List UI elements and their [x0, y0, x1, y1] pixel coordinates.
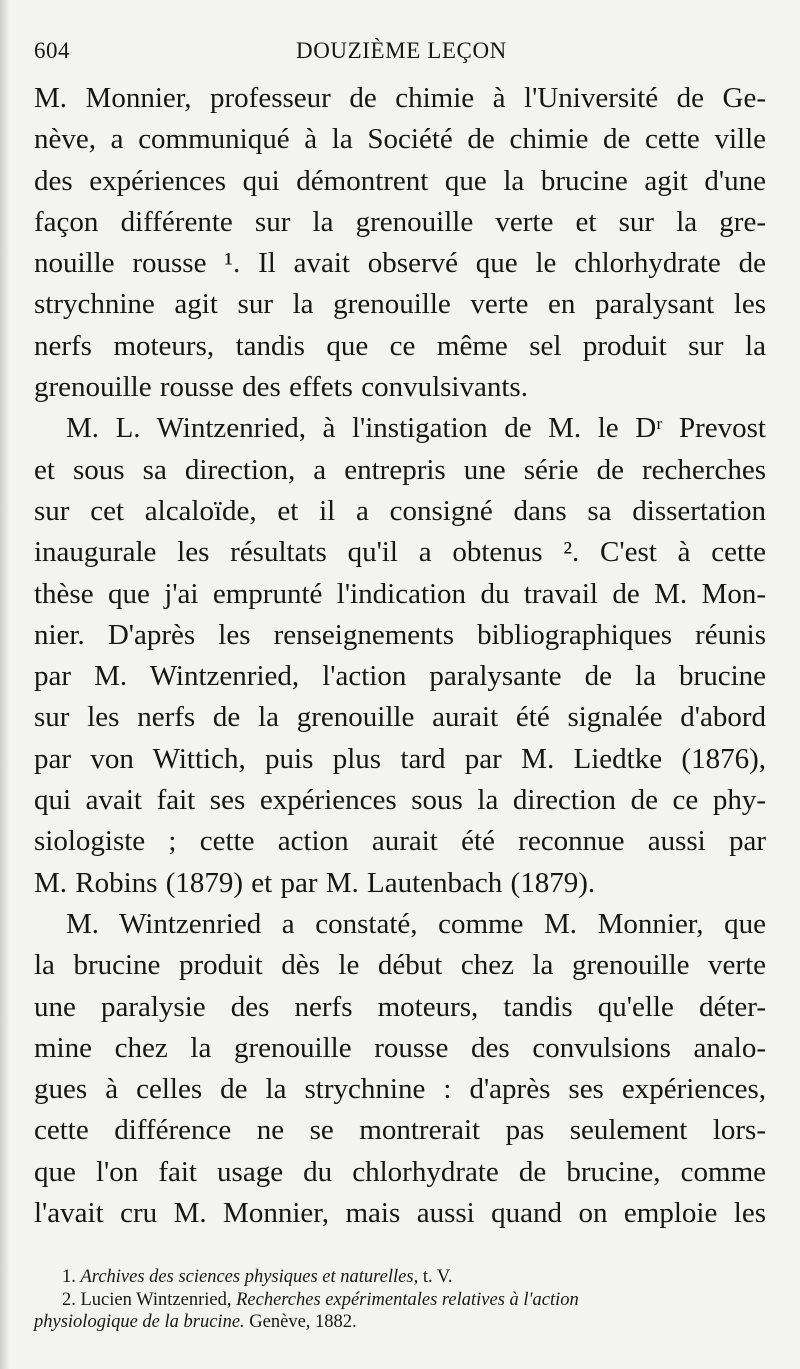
footnote-title: Archives des sciences physiques et naturelles,	[80, 1267, 419, 1287]
text-line: gues à celles de la strychnine : d'après ses expériences,	[34, 1073, 766, 1106]
text-line: sur les nerfs de la grenouille aurait été signalée d'abord	[34, 701, 766, 734]
text-line: thèse que j'ai emprunté l'indication du travail de M. Mon-	[34, 577, 766, 610]
page-edge-shadow	[0, 0, 10, 1369]
text-line: grenouille rousse des effets convulsivants.	[34, 371, 528, 404]
text-line: siologiste ; cette action aurait été reconnue aussi par	[34, 825, 766, 858]
text-line: par von Wittich, puis plus tard par M. Liedtke (1876),	[34, 742, 766, 775]
text-line: M. L. Wintzenried, à l'instigation de M. le Dʳ Prevost	[66, 412, 766, 445]
text-line: et sous sa direction, a entrepris une série de recherches	[34, 453, 766, 486]
footnote-detail: Genève, 1882.	[249, 1312, 357, 1332]
footnote-2	[34, 1289, 772, 1312]
text-line: façon différente sur la grenouille verte et sur la gre-	[34, 205, 766, 238]
text-line: mine chez la grenouille rousse des convulsions analo-	[34, 1031, 766, 1064]
footnote-2-continued	[34, 1311, 772, 1334]
footnotes	[34, 1266, 772, 1334]
footnote-detail: t. V.	[422, 1267, 453, 1287]
text-line: l'avait cru M. Monnier, mais aussi quand on emploie les	[34, 1197, 766, 1230]
text-line: une paralysie des nerfs moteurs, tandis qu'elle déter-	[34, 990, 766, 1023]
footnote-title: physiologique de la brucine.	[34, 1312, 245, 1332]
text-line: des expériences qui démontrent que la brucine agit d'une	[34, 164, 766, 197]
text-line: strychnine agit sur la grenouille verte en paralysant les	[34, 288, 766, 321]
footnote-title: Recherches expérimentales relatives à l'action	[236, 1289, 579, 1310]
text-line: par M. Wintzenried, l'action paralysante de la brucine	[34, 660, 766, 693]
text-line: que l'on fait usage du chlorhydrate de brucine, comme	[34, 1155, 766, 1188]
text-line: nier. D'après les renseignements bibliographiques réunis	[34, 618, 766, 651]
text-line: nève, a communiqué à la Société de chimie de cette ville	[34, 123, 766, 156]
text-line: M. Monnier, professeur de chimie à l'Université de Ge-	[34, 82, 766, 114]
text-line: qui avait fait ses expériences sous la direction de ce phy-	[34, 784, 766, 817]
text-line: la brucine produit dès le début chez la grenouille verte	[34, 949, 766, 982]
text-line: nouille rousse ¹. Il avait observé que le chlorhydrate de	[34, 247, 766, 280]
page-header	[34, 38, 766, 68]
page-number: 604	[34, 38, 70, 63]
body-text	[34, 78, 766, 1234]
text-line: inaugurale les résultats qu'il a obtenus ². C'est à cette	[34, 536, 766, 569]
text-line: M. Robins (1879) et par M. Lautenbach (1879).	[34, 866, 596, 899]
footnote-1	[34, 1266, 772, 1289]
footnote-author: Lucien Wintzenried,	[80, 1289, 232, 1310]
footnote-number: 2.	[62, 1289, 76, 1310]
text-line: cette différence ne se montrerait pas seulement lors-	[34, 1114, 766, 1147]
running-title: DOUZIÈME LEÇON	[296, 38, 507, 63]
footnote-number: 1.	[62, 1267, 76, 1287]
text-line: M. Wintzenried a constaté, comme M. Monnier, que	[66, 907, 766, 940]
text-line: sur cet alcaloïde, et il a consigné dans sa dissertation	[34, 494, 766, 527]
text-line: nerfs moteurs, tandis que ce même sel produit sur la	[34, 329, 766, 362]
